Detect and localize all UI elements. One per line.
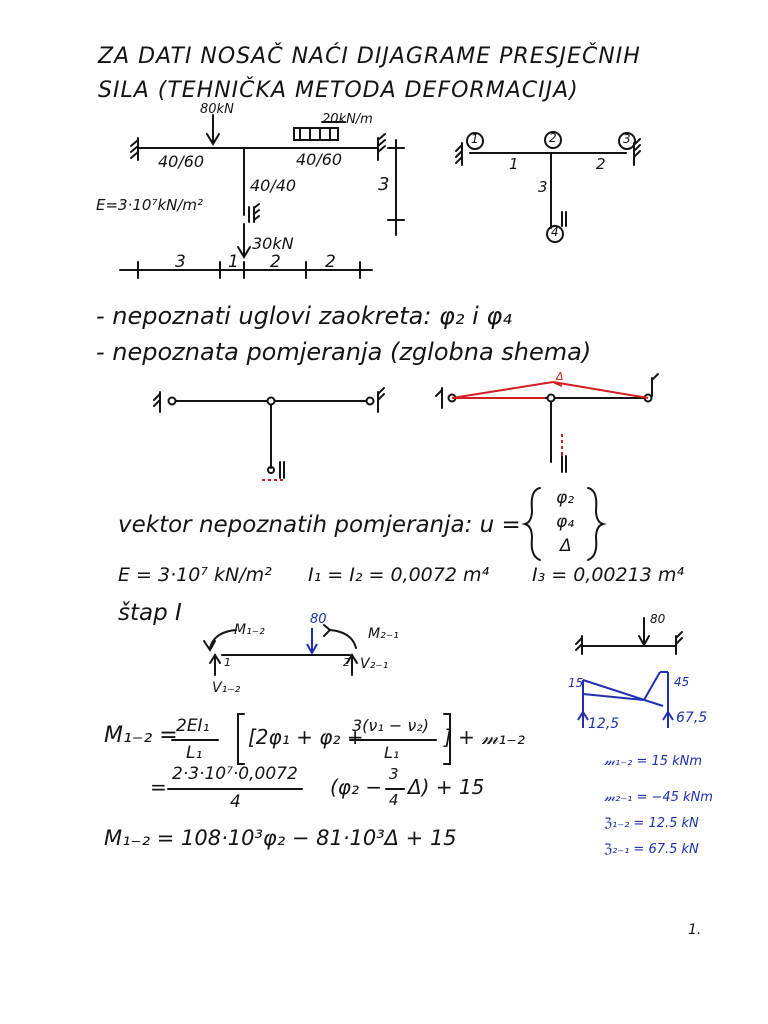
stap-load-label: 80 — [310, 612, 327, 627]
title-line-1: ZA DATI NOSAČ NAĆI DIJAGRAME PRESJEČNIH — [98, 44, 641, 69]
prop-E: E = 3·10⁷ kN/m² — [118, 564, 272, 586]
result-m12: 𝓂₁₋₂ = 15 kNm — [604, 754, 703, 769]
moment-M12: M₁₋₂ — [234, 622, 265, 638]
hinged-support-right — [378, 388, 384, 412]
moment-arrow-left — [210, 630, 236, 648]
node-4-label: 4 — [551, 225, 559, 239]
disp-support-bottom — [562, 456, 566, 472]
eq1-lhs: M₁₋₂ = — [104, 723, 178, 748]
column-load-label: 30kN — [252, 234, 294, 253]
eq1-frac-num: 2EI₁ — [176, 716, 210, 736]
vector-label: vektor nepoznatih pomjeranja: u = — [118, 512, 521, 538]
delta-marker: Δ — [556, 370, 564, 383]
side-support-left — [576, 636, 582, 654]
scheme-support-bottom — [562, 212, 566, 226]
eq2-frac3-num: 3 — [389, 765, 399, 783]
moment-M21: M₂₋₁ — [368, 626, 399, 642]
shear-V12: V₁₋₂ — [212, 680, 241, 696]
disp-support-left — [436, 388, 442, 408]
member-2-label: 2 — [596, 155, 606, 173]
scheme-support-left — [456, 143, 462, 165]
section-column: 40/40 — [250, 176, 297, 195]
eq1-bracket: [2φ₁ + φ₂ + — [248, 725, 364, 749]
point-load-label: 80kN — [200, 102, 234, 117]
node-3-label: 3 — [623, 132, 631, 146]
page-number: 1. — [688, 922, 702, 938]
side-m-right: 45 — [674, 675, 690, 689]
unknowns-line-2: - nepoznata pomjeranja (zglobna shema) — [96, 338, 592, 366]
stap-node-1: 1 — [224, 656, 231, 669]
column-load-arrow — [238, 224, 250, 257]
displaced-shape — [262, 382, 648, 480]
eq1-tail: ] + 𝓂₁₋₂ — [444, 725, 525, 749]
prop-I3: I₃ = 0,00213 m⁴ — [532, 564, 684, 586]
unknowns-line-1: - nepoznati uglovi zaokreta: φ₂ i φ₄ — [96, 302, 512, 330]
member-1-label: 1 — [509, 155, 519, 173]
dim-3: 2 — [270, 252, 281, 272]
section-left: 40/60 — [158, 152, 205, 171]
eq2-eq: = — [150, 775, 167, 799]
elastic-modulus-label: E=3·10⁷kN/m² — [96, 196, 204, 214]
eq2-frac-num: 2·3·10⁷·0,0072 — [172, 764, 298, 784]
vector-item-3: Δ — [560, 536, 572, 556]
section-right: 40/60 — [296, 150, 343, 169]
side-support-right — [676, 632, 682, 654]
vector-item-2: φ₄ — [556, 512, 575, 532]
prop-I12: I₁ = I₂ = 0,0072 m⁴ — [308, 564, 490, 586]
shear-V21: V₂₋₁ — [360, 656, 389, 672]
column-support — [249, 204, 259, 222]
side-load-label: 80 — [650, 612, 666, 626]
hinged-support-left — [154, 392, 160, 412]
side-r-right: 67,5 — [676, 710, 708, 726]
result-v21: ℨ₂₋₁ = 67.5 kN — [604, 842, 699, 857]
vector-item-1: φ₂ — [556, 488, 575, 508]
eq2-frac-den: 4 — [230, 792, 241, 812]
dim-1: 3 — [175, 252, 186, 272]
eq1-frac-den: L₁ — [186, 743, 203, 763]
fixed-support-right — [378, 134, 385, 160]
node-1-label: 1 — [471, 132, 479, 146]
eq2-paren: (φ₂ − — [330, 775, 383, 799]
dim-2: 1 — [228, 252, 239, 272]
shear-arrow-left — [210, 655, 220, 675]
eq3: M₁₋₂ = 108·10³φ₂ − 81·10³Δ + 15 — [104, 826, 457, 850]
moment-arrow-right — [330, 630, 356, 648]
dist-load-label: 20kN/m — [322, 112, 373, 127]
side-load-arrow — [639, 618, 649, 645]
blue-load-arrow — [307, 628, 317, 653]
stap-title: štap I — [118, 600, 182, 626]
stap-node-2: 2 — [343, 656, 350, 669]
eq2-frac3-den: 4 — [389, 791, 399, 809]
side-m-left: 15 — [568, 676, 584, 690]
eq1-frac2-num: 3(ν₁ − ν₂) — [352, 716, 429, 735]
point-load-arrow — [207, 115, 219, 144]
fixed-support-left — [131, 138, 138, 160]
dim-4: 2 — [325, 252, 336, 272]
title-line-2: SILA (TEHNIČKA METODA DEFORMACIJA) — [98, 78, 579, 103]
eq2-paren-tail: Δ) + 15 — [408, 775, 485, 799]
result-m21: 𝓂₂₋₁ = −45 kNm — [604, 790, 713, 805]
node-2-label: 2 — [549, 131, 557, 145]
height-label: 3 — [378, 174, 390, 195]
disp-support-right — [652, 374, 658, 396]
eq1-frac2-den: L₁ — [384, 743, 400, 762]
side-r-left: 12,5 — [588, 716, 620, 732]
member-3-label: 3 — [538, 178, 548, 196]
result-v12: ℨ₁₋₂ = 12.5 kN — [604, 816, 699, 831]
height-dimension — [388, 140, 404, 235]
